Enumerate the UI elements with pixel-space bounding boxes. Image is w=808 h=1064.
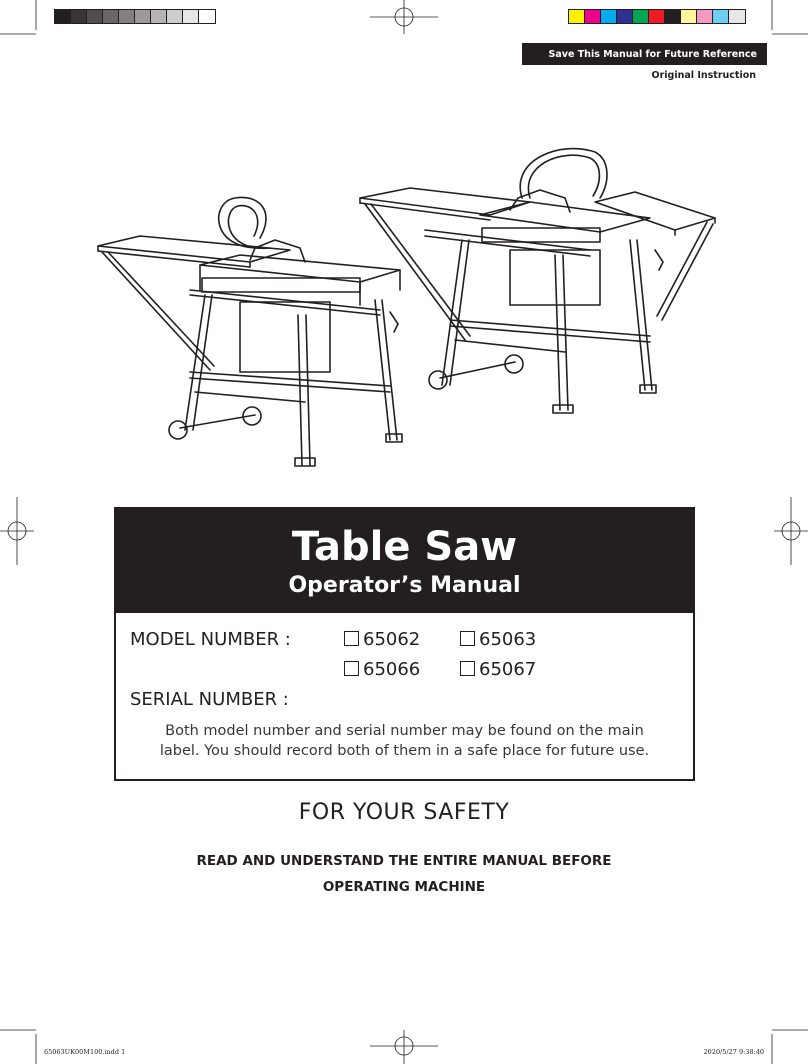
original-instruction-label: Original Instruction <box>651 70 756 81</box>
model-option-label: 65062 <box>363 629 421 650</box>
product-title: Table Saw <box>291 524 518 570</box>
checkbox-icon <box>344 631 359 646</box>
model-option-label: 65066 <box>363 659 421 680</box>
model-option-65066[interactable] <box>344 659 420 680</box>
banner-text: Save This Manual for Future Reference <box>548 48 757 60</box>
serial-number-label: SERIAL NUMBER : <box>130 689 289 710</box>
record-note-line-2: label. You should record both of them in a safe place for future use. <box>159 743 650 759</box>
safety-instruction-line-2: OPERATING MACHINE <box>322 879 486 895</box>
footer-file-name: 65063UK00M100.indd 1 <box>44 1048 126 1056</box>
save-manual-banner <box>522 43 767 65</box>
model-option-65062[interactable] <box>344 629 420 650</box>
manual-subtitle: Operator’s Manual <box>288 573 521 598</box>
safety-heading: FOR YOUR SAFETY <box>298 800 510 825</box>
model-number-label: MODEL NUMBER : <box>130 629 291 650</box>
model-option-label: 65063 <box>479 629 537 650</box>
model-option-65067[interactable] <box>460 659 536 680</box>
checkbox-icon <box>460 661 475 676</box>
title-panel <box>114 507 695 781</box>
safety-instruction <box>0 848 808 900</box>
model-option-label: 65067 <box>479 659 537 680</box>
footer-timestamp: 2020/5/27 9:38:40 <box>703 1048 764 1056</box>
model-option-65063[interactable] <box>460 629 536 650</box>
safety-instruction-line-1: READ AND UNDERSTAND THE ENTIRE MANUAL BEFORE <box>196 853 612 869</box>
checkbox-icon <box>460 631 475 646</box>
checkbox-icon <box>344 661 359 676</box>
record-note-line-1: Both model number and serial number may be found on the main <box>165 723 644 739</box>
table-saw-illustration <box>90 140 730 475</box>
title-header <box>116 509 693 613</box>
